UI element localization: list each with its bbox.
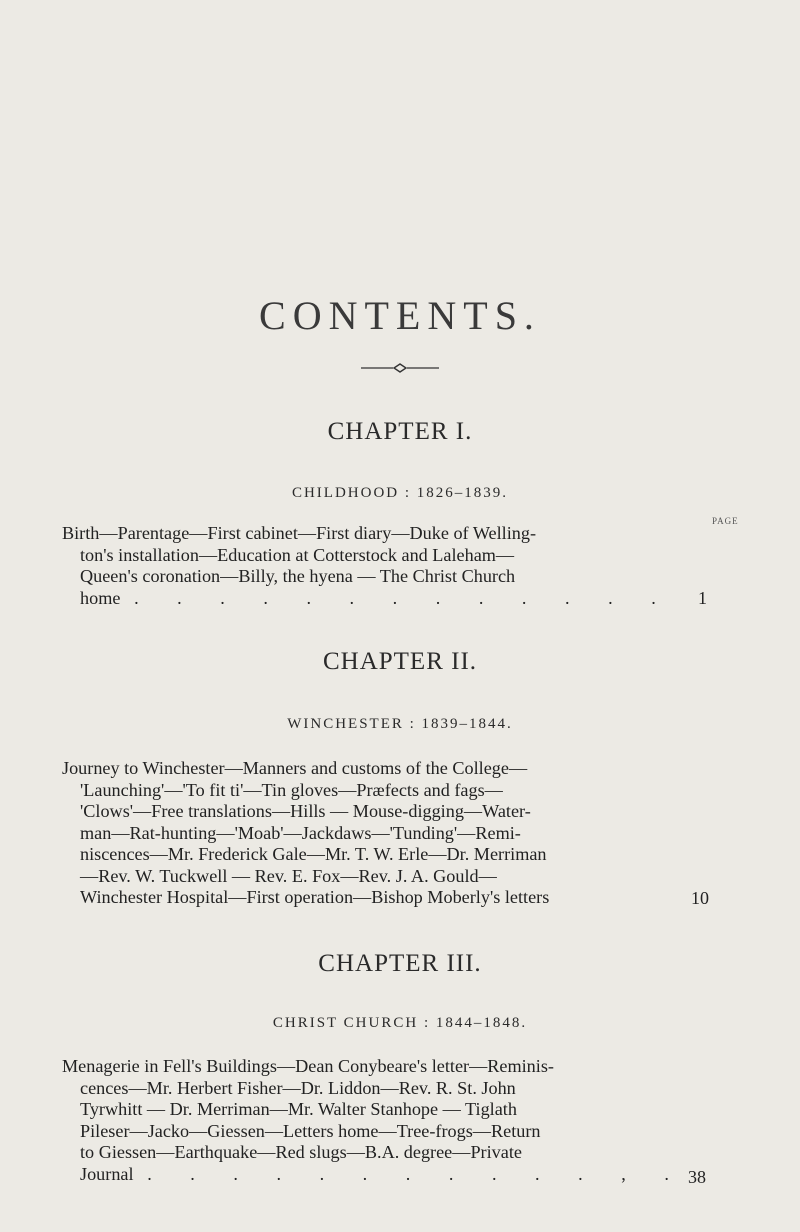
chapter-2-subtitle: WINCHESTER : 1839–1844. bbox=[287, 716, 513, 732]
chapter-3-subtitle: CHRIST CHURCH : 1844–1848. bbox=[272, 1015, 528, 1031]
summary-line-text: home bbox=[80, 587, 121, 608]
chapter-2-page-number: 10 bbox=[691, 888, 709, 908]
summary-line: niscences—Mr. Frederick Gale—Mr. T. W. Erle—Dr. Merriman bbox=[80, 844, 547, 864]
chapter-3-heading: CHAPTER III. bbox=[318, 950, 482, 977]
chapter-1-page-number: 1 bbox=[698, 588, 707, 608]
chapter-3-summary bbox=[62, 1056, 686, 1185]
summary-line: ton's installation—Education at Cotterstock and Laleham— bbox=[80, 544, 515, 565]
summary-line: 'Clows'—Free translations—Hills — Mouse-digging—Water- bbox=[80, 801, 531, 821]
chapter-1-summary bbox=[62, 523, 673, 609]
chapter-2-heading: CHAPTER II. bbox=[322, 648, 478, 675]
dot-leader: . . . . . . . . . . . , . bbox=[147, 1163, 686, 1184]
chapter-2-summary bbox=[62, 758, 652, 909]
summary-line: Birth—Parentage—First cabinet—First diary—Duke of Welling- bbox=[62, 523, 537, 543]
chapter-3-page-number: 38 bbox=[688, 1167, 706, 1187]
chapter-1-subtitle: CHILDHOOD : 1826–1839. bbox=[291, 485, 509, 501]
summary-line: cences—Mr. Herbert Fisher—Dr. Liddon—Rev. R. St. John bbox=[80, 1077, 516, 1098]
summary-line: —Rev. W. Tuckwell — Rev. E. Fox—Rev. J. A. Gould— bbox=[80, 865, 497, 886]
page-title: CONTENTS. bbox=[259, 293, 541, 338]
summary-line: Menagerie in Fell's Buildings—Dean Conybeare's letter—Reminis- bbox=[62, 1056, 554, 1076]
summary-line: to Giessen—Earthquake—Red slugs—B.A. degree—Private bbox=[80, 1142, 522, 1162]
summary-line: 'Launching'—'To fit ti'—Tin gloves—Præfects and fags— bbox=[80, 779, 503, 800]
summary-line: man—Rat-hunting—'Moab'—Jackdaws—'Tunding'—Remi- bbox=[80, 822, 521, 843]
summary-line: Queen's coronation—Billy, the hyena — The Christ Church bbox=[80, 566, 516, 586]
page-column-label: PAGE bbox=[712, 516, 739, 526]
summary-line: Tyrwhitt — Dr. Merriman—Mr. Walter Stanhope — Tiglath bbox=[80, 1099, 517, 1119]
summary-line: Pileser—Jacko—Giessen—Letters home—Tree-frogs—Return bbox=[80, 1120, 541, 1141]
summary-line: Journey to Winchester—Manners and customs of the College— bbox=[62, 758, 528, 778]
summary-line bbox=[62, 1163, 686, 1186]
summary-line-text: Journal bbox=[80, 1163, 134, 1184]
dot-leader: . . . . . . . . . . . . . bbox=[134, 587, 673, 608]
ornament-rule-icon bbox=[359, 362, 441, 374]
summary-line: Winchester Hospital—First operation—Bishop Moberly's letters bbox=[80, 887, 550, 907]
summary-line bbox=[62, 587, 673, 610]
chapter-1-heading: CHAPTER I. bbox=[327, 418, 473, 445]
